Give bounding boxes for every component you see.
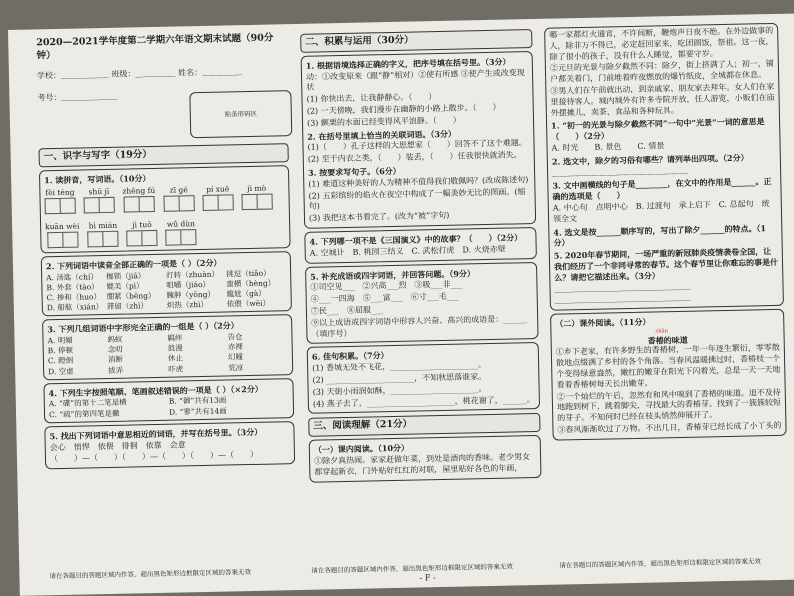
passage-text-2: ②元旦的光景与除夕截然不同：除夕，街上挤满了人；初一，铺户都关着门，门前堆着昨夜燃放的爆竹纸皮，全城都在休息。 (549, 59, 774, 84)
pinyin-word (163, 185, 195, 212)
pinyin-label: bì mián (88, 220, 118, 231)
reading-2-title: （二）课外阅读。（11分） (555, 316, 651, 329)
q3-option: 蚂蚁 (107, 334, 123, 345)
writing-boxes[interactable] (166, 229, 197, 246)
answer-line: ＿＿＿＿＿＿＿＿＿＿＿＿＿＿＿＿＿ (554, 281, 691, 294)
reading-1-continued (544, 23, 784, 311)
q3-option: 休止 (167, 353, 184, 364)
q3-option: 荒凉 (228, 362, 244, 373)
q4-title: 4. 下列生字按照笔顺、笔画叙述错误的一项是（ ）（×2分） (48, 383, 263, 398)
answer-line: ＿＿＿＿＿＿＿＿＿＿＿＿＿＿＿＿＿ (552, 165, 689, 178)
q5-words: 会心 悄悍 依偎 徘徊 依靠 会意 (49, 439, 186, 452)
section-1-title: 一、识字与写字（19分） (38, 143, 288, 167)
pinyin-word (83, 187, 115, 214)
c2-q6-line: (1) 香城无处不飞花，______________________。 (312, 360, 487, 373)
writing-boxes[interactable] (241, 193, 272, 210)
q2-option: C. 掺和（huo） (46, 292, 102, 303)
c3-q2-title: 2. 选文中，除夕的习俗有哪些？请列举出四项。（2分） (551, 152, 749, 167)
c2-q2-lines (307, 138, 529, 165)
q3-options (47, 331, 288, 377)
c2-q4-title: 4. 下列哪一项不是《三国演义》中的故事？（ ）（2分） (309, 232, 523, 247)
pinyin-word (45, 222, 80, 249)
q3-option: 羁绊 (167, 333, 183, 343)
c2-q1-line: (1) 你快出去，让我静静心。（ ） (306, 92, 437, 104)
q1-box (39, 165, 291, 253)
writing-boxes[interactable] (47, 232, 78, 249)
q3-option: 拔弄 (108, 365, 124, 375)
c2-q5-last: ⑨以上成语或四字词语中形容人兴奋、高兴的成语是：______（填序号） (311, 313, 528, 339)
c2-q6-line: (4) 燕子去了，______________________，桃花谢了，______。 (312, 394, 535, 409)
passage-title: 香椿的味道 (647, 334, 688, 346)
q3-option: 念叨 (107, 344, 123, 355)
pinyin-word (44, 187, 76, 214)
c3-q5-title: 5. 2020年春节期间，一场严重的新冠肺炎疫情袭卷全国，让我们经历了一个非同寻常的春节。这个春节里让你难忘的事是什么？请把它描述出来。（3分） (553, 246, 779, 283)
pinyin-label: zhēng fú (122, 185, 156, 196)
q2-option: 炽热（zhì） (166, 300, 209, 310)
pinyin-word (241, 183, 273, 210)
q3-option: B. 停顿 (47, 346, 74, 356)
q3-box (42, 314, 293, 380)
q2-option: 依偎（wēi） (226, 298, 271, 309)
c2-q5-title: 5. 补充成语或四字词语，并回答问题。（9分） (310, 267, 475, 282)
q3-option: A. 明媚 (47, 335, 73, 346)
writing-boxes[interactable] (84, 197, 115, 214)
reading-1-title: （一）课内阅读。（10分） (313, 442, 410, 455)
c2-q6-title: 6. 佳句积累。（7分） (311, 350, 389, 363)
q5-blanks: （ ）—（ ）（ ）—（ ）（ ）—（ ） (49, 450, 259, 464)
c2-q5-line: ④___一四海 ⑤___富___ ⑥寸___毛___ (310, 291, 459, 304)
c2-q4 (304, 227, 537, 263)
passage-p3: ③春风渐渐吹过了万物。不出几日，香椿芽已经长成了小丫头的 (557, 420, 782, 435)
pinyin-grid (44, 183, 285, 248)
pinyin-label: kuān wèi (45, 221, 80, 232)
q2-option: A. 汤匙（chí） (46, 272, 98, 283)
c2-q2-line: (1)（ ）孔子这样的大思想家（ ）回答不了这个难题。 (307, 138, 527, 153)
column-2 (300, 25, 541, 482)
writing-boxes[interactable] (202, 194, 233, 211)
pinyin-word (202, 184, 234, 211)
writing-boxes[interactable] (163, 195, 194, 212)
c2-q5-line: ①司空见___ ②兴高___烈 ③吸___非___ (310, 279, 463, 293)
section-2-title: 二、积累与运用（30分） (300, 29, 532, 53)
c3-q1-title: 1. “初一的光景与除夕截然不同”一句中“光景”一词的意思是（ ）（2分） (551, 116, 765, 142)
q3-option: D. 空虚 (48, 366, 74, 376)
c2-q6-lines (312, 359, 535, 410)
exam-no-field: 考号：＿＿＿＿＿＿＿ (37, 92, 118, 103)
passage-text-3: ③男人们在午前就出动，到亲戚家、朋友家去拜年。女人们在家里接待客人。城内城外有许多寺院开放，任人游览，小贩们在庙外摆摊儿，卖茶、食品和各种玩具。 (550, 81, 775, 118)
q4-option: C. “疏”的第四笔是撇 (48, 408, 120, 419)
q4-option: A. “碟”的第十二笔是横 (48, 398, 127, 409)
c3-q4-title: 4. 选文是按______顺序写的，写出了除夕______的特点。（1分） (553, 222, 767, 248)
q5-box (44, 421, 295, 470)
q3-option: 吓虎 (168, 363, 184, 374)
q3-option: C. 蹬倒 (47, 356, 74, 366)
page-number: - F - (419, 573, 436, 583)
passage-p1: ①乡下老家，有许多野生的香椿树，一年一年逐生繁衍，零零散散地点缀满了乡村的各个角落。当春风温暖拂过时，香椿枝一个个变得绿意盎然，嫩红的嫩芽在阳光下闪着光，总是一天一天地看着香椿树每天长出嫩芽。 (555, 343, 781, 390)
c2-q3-line: (2) 五彩缤纷的焰火在夜空中构成了一幅美妙无比的图画。(缩句) (308, 186, 526, 212)
pinyin-label: shū jī (88, 186, 110, 197)
exam-title: 2020—2021学年度第二学期六年语文期末试题（90分钟） (36, 32, 274, 62)
answer-line: ＿＿＿＿＿＿＿＿＿＿＿＿＿＿＿＿＿ (554, 293, 691, 305)
q2-box (41, 251, 292, 317)
pinyin-label: fèi téng (45, 187, 75, 198)
q2-options (46, 268, 287, 314)
c2-q6-line: (3) 天街小雨润如酥，______________________。 (312, 383, 487, 397)
q2-option: 挑逗（tiǎo） (226, 268, 271, 279)
school-field: 学校：＿＿＿＿＿＿ 班级：＿＿＿＿＿ 姓名：＿＿＿＿＿ (36, 66, 243, 81)
c2-q1-line: 动：①改变原来（跟“静”相对）②使有所感 ③使产生或改变现状 (305, 67, 525, 93)
reading-1-box (309, 435, 542, 482)
pinyin-word (126, 220, 158, 247)
c2-q1-title: 1. 根据语境选择正确的字义，把序号填在括号里。（3分） (305, 56, 511, 71)
pinyin-word (122, 186, 155, 213)
c2-q6 (307, 342, 540, 414)
footer-note-3: 请在各题目的答题区域内作答，超出黑色矩形边框限定区域的答案无效 (559, 557, 761, 570)
q3-option: 消断 (107, 355, 124, 365)
q3-option: 幻瞳 (227, 352, 243, 362)
c2-q1-lines (306, 68, 529, 130)
q2-option: 打转（zhuàn） (166, 269, 220, 280)
c2-q1-line: (2) 一天傍晚，我们漫步在幽静的小路上散步。（ ） (306, 102, 501, 116)
c2-q1 (301, 51, 537, 229)
c2-q5 (305, 262, 539, 345)
c2-q5-line: ⑦民___ ⑧屈服___ (310, 305, 384, 316)
reading-2-box (550, 309, 787, 441)
pinyin-word (165, 219, 197, 246)
q2-option: 臃肿（yōng） (166, 289, 216, 300)
exam-sheet (8, 13, 794, 595)
q3-option: 赤裸 (227, 342, 243, 352)
c2-q3-line: (1) 难道这种美好的人为精神不值得我们敬佩吗？(改成陈述句) (308, 174, 529, 189)
q3-option: 告仓 (227, 332, 243, 342)
pinyin-word (87, 221, 119, 248)
c2-q5-lines (310, 278, 533, 317)
q4-box (43, 378, 294, 423)
passage-pinyin: chūn (655, 328, 668, 335)
writing-boxes[interactable] (127, 230, 158, 247)
footer-note-2: 请在各题目的答题区域内作答，超出黑色矩形边框限定区域的答案无效 (311, 562, 513, 575)
pinyin-label: jì mò (247, 183, 267, 193)
c2-q6-line: (2) ______________________，不知秋思落谁家。 (312, 371, 487, 385)
q2-option: 滞留（zhì） (106, 301, 149, 312)
writing-boxes[interactable] (45, 198, 76, 215)
footer-note-1: 请在各题目的答题区域内作答，超出黑色矩形边框限定区域的答案无效 (49, 568, 251, 581)
c2-q3-lines (308, 175, 531, 225)
c3-q3-title: 3. 文中画横线的句子是________，在文中的作用是______。正确的选项是（ ） (552, 176, 772, 202)
q5-title: 5. 找出下列词语中意思相近的词语，并写在括号里。（3分） (49, 426, 263, 441)
q2-option: 枷锁（jiā） (106, 271, 146, 281)
q3-title: 3. 下列几组词语中字形完全正确的一组是（ ）（2分） (47, 320, 239, 335)
q2-option: 咀嚼（jiáo） (166, 279, 211, 290)
column-3 (544, 20, 787, 441)
pinyin-label: jì tuō (132, 219, 152, 230)
q2-option: 媲美（pì） (106, 281, 144, 291)
pinyin-label: zī gé (169, 185, 188, 195)
writing-boxes[interactable] (88, 231, 119, 248)
q2-option: 尴尬（gà） (226, 288, 266, 299)
q2-option: 绷紧（bēng） (106, 291, 156, 302)
q4-option: B. “御”共有13画 (168, 395, 227, 407)
q4-option: D. “寥”共有14画 (168, 406, 227, 417)
q1-title: 1. 读拼音，写词语。（10分） (44, 173, 151, 186)
pinyin-label: wǔ dùn (166, 219, 196, 229)
c2-q3-title: 3. 按要求写句子。（6分） (307, 165, 401, 178)
passage-p2: ②一个灿烂的午后，忽然有和风中嗅到了香椿的味道。追不及待地跑到树下，跳着脚尖，寻找最大的香椿芽。找到了一簇簇较短的芽子。不知何时已经在枝头悄然伸展开了。 (556, 387, 782, 423)
c2-q2-line: (2) 至于内衣之类，（ ）装丢，（ ）任我很快就消失。 (307, 150, 522, 164)
c2-q3-line: (3) 我把这本书看完了。(改为“被”字句) (308, 210, 450, 223)
q2-title: 2. 下列词语中读音全部正确的一项是（ ）（2分） (45, 257, 222, 272)
section-3-title: 三、阅读理解（21分） (308, 413, 540, 437)
reading-1-text: ①除夕真热闹。家家赶做年菜，到处是酒肉的香味。老少男女都穿起新衣，门外贴好红红的对联，屋里贴好各色的年画， (314, 452, 531, 477)
c3-q1-options: A. 时光 B. 景色 C. 情景 (551, 141, 665, 153)
q4-options (49, 395, 289, 420)
c2-q1-line: (3) 颤栗的水面已经变得风平浪静。（ ） (306, 115, 461, 128)
c2-q4-options: A. 空城计 B. 桃园三结义 C. 武松打虎 D. 火烧赤壁 (309, 244, 506, 258)
c3-q3-options: A. 中心句 点明中心 B. 过渡句 承上启下 C. 总起句 统领全文 (552, 199, 770, 224)
q3-option: 浪漫 (167, 343, 183, 354)
passage-text-1: 哪一家都灯火通宵，不许间断，鞭炮声日夜不绝。在外边做事的人，除非万不得已，必定赶回家来，吃团圆饭，祭祖。这一夜，除了很小的孩子，没有什么人睡觉，都要守岁。 (549, 25, 774, 62)
q2-option: B. 外套（tào） (46, 282, 99, 293)
q2-option: D. 船舷（xián） (46, 302, 104, 313)
barcode-area: 贴条形码区 (189, 90, 292, 138)
writing-boxes[interactable] (123, 196, 154, 213)
q2-option: 蛮横（hèng） (226, 278, 276, 289)
column-1 (36, 30, 295, 469)
pinyin-label: pí xuē (206, 184, 230, 194)
c2-q2-title: 2. 在括号里填上恰当的关联词语。（3分） (307, 128, 457, 142)
